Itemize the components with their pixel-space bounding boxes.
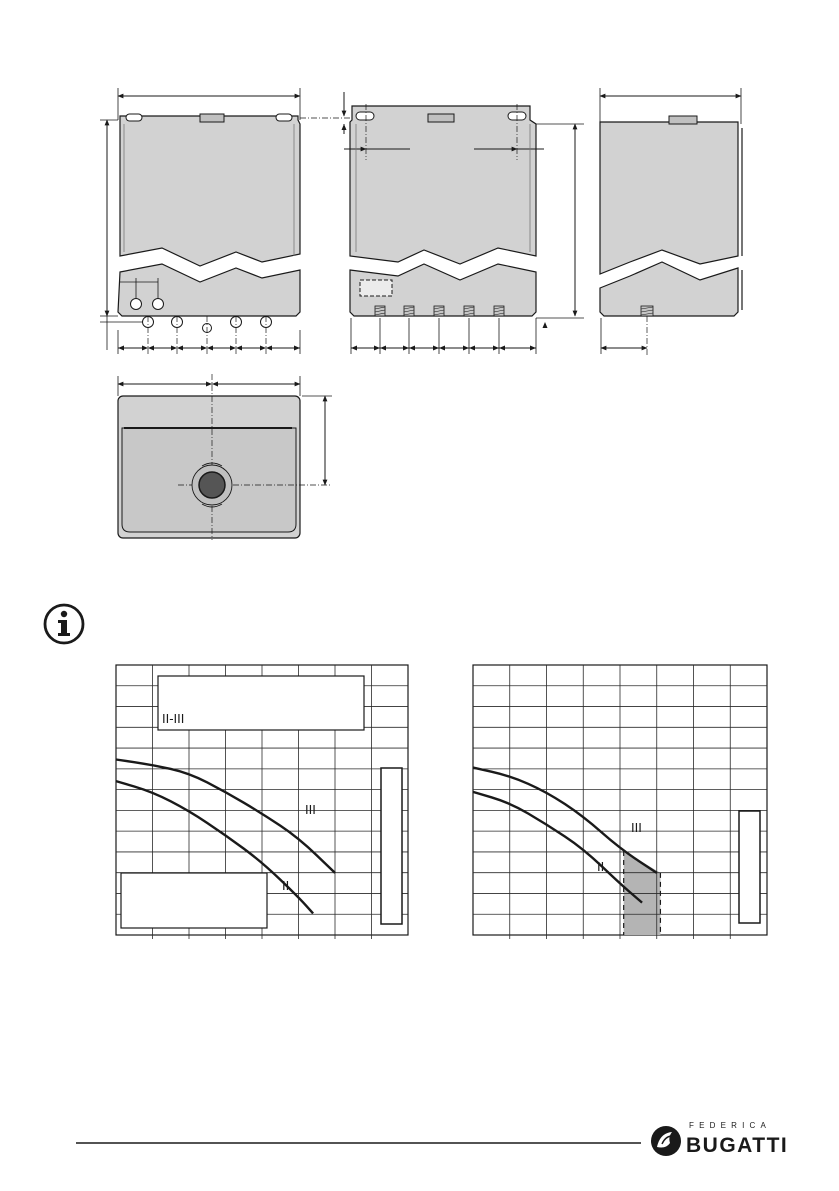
right-panel-bottom (600, 262, 738, 316)
brand-subtitle: FEDERICA (689, 1121, 772, 1130)
chart-legend-box (158, 676, 364, 730)
series-label-III: III (631, 820, 642, 835)
pump-curve-chart-left (116, 665, 408, 939)
info-icon (45, 605, 83, 643)
connection-circle (131, 299, 142, 310)
boiler-panel-top (120, 116, 300, 266)
right-panel-top (600, 122, 738, 274)
chart-side-box (381, 768, 402, 924)
dashed-placeholder-box (360, 280, 392, 296)
hanging-slot (276, 114, 292, 121)
front-view (100, 88, 300, 354)
series-label-III: III (305, 802, 316, 817)
side-view-middle (300, 92, 584, 354)
chart-annotation-box (121, 873, 267, 928)
chart-legend-label: II-III (162, 711, 185, 726)
brand-emblem-icon (651, 1126, 681, 1156)
series-label-II: II (597, 859, 605, 874)
side-panel-top (350, 106, 536, 264)
side-view-right (600, 88, 742, 356)
hanging-slot (356, 112, 374, 120)
top-bracket (200, 114, 224, 122)
connection-circle (153, 299, 164, 310)
chart-side-box (739, 811, 760, 923)
boiler-panel-bottom (118, 264, 300, 316)
pump-curve-chart-right (473, 665, 767, 939)
hanging-slot (126, 114, 142, 121)
brand-name: BUGATTI (686, 1134, 789, 1157)
series-label-II: II (282, 878, 290, 893)
bottom-view (118, 374, 332, 540)
brand-logo (651, 1121, 788, 1157)
